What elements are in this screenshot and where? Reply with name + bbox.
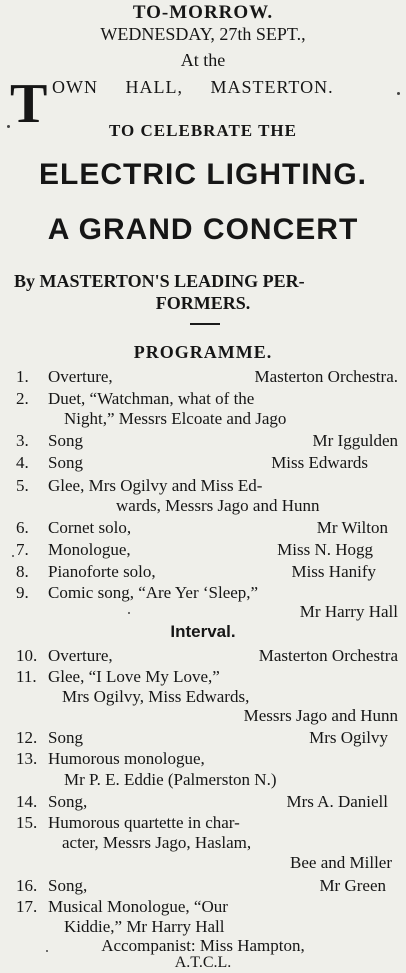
programme-item bbox=[16, 562, 398, 582]
programme-item-continuation bbox=[16, 687, 398, 707]
venue-line: OWN HALL, MASTERTON. bbox=[52, 77, 334, 97]
item-number: 1. bbox=[16, 367, 29, 386]
item-number: 6. bbox=[16, 518, 29, 537]
item-title: Musical Monologue, “Our bbox=[48, 897, 228, 916]
programme-item bbox=[16, 897, 398, 917]
print-speck bbox=[7, 125, 10, 128]
accompanist-line: Accompanist: Miss Hampton, bbox=[101, 936, 305, 955]
programme-item bbox=[16, 583, 398, 603]
item-performer: Miss Hanify bbox=[291, 562, 376, 581]
item-title: Song, bbox=[48, 876, 88, 895]
programme-item bbox=[16, 389, 398, 409]
programme-item bbox=[16, 453, 398, 473]
item-title: Pianoforte solo, bbox=[48, 562, 156, 581]
programme-item-continuation bbox=[16, 917, 398, 937]
programme-item-continuation bbox=[16, 602, 398, 622]
programme-item bbox=[16, 792, 398, 812]
item-performer: Masterton Orchestra. bbox=[254, 367, 398, 386]
programme-item-continuation bbox=[16, 496, 398, 516]
item-number: 15. bbox=[16, 813, 38, 832]
item-title: Overture, bbox=[48, 646, 113, 665]
item-performer: Mr Iggulden bbox=[312, 431, 398, 450]
item-performer: Mr Green bbox=[319, 876, 386, 895]
item-title: Glee, “I Love My Love,” bbox=[48, 667, 220, 686]
item-title: Cornet solo, bbox=[48, 518, 132, 537]
item-number: 3. bbox=[16, 431, 29, 450]
item-number: 12. bbox=[16, 728, 38, 747]
item-continuation: Mr P. E. Eddie (Palmerston N.) bbox=[64, 770, 277, 789]
tomorrow-heading: TO-MORROW. bbox=[132, 2, 274, 23]
item-title: Overture, bbox=[48, 367, 113, 386]
item-number: 7. bbox=[16, 540, 29, 559]
item-number: 4. bbox=[16, 453, 29, 472]
item-title: Song bbox=[48, 728, 83, 747]
print-speck bbox=[46, 950, 48, 952]
item-number: 11. bbox=[16, 667, 37, 686]
item-continuation: Mrs Ogilvy, Miss Edwards, bbox=[62, 687, 250, 706]
occasion-title: ELECTRIC LIGHTING. bbox=[39, 158, 367, 191]
at-line: At the bbox=[180, 50, 226, 70]
programme-item bbox=[16, 749, 398, 769]
programme-item bbox=[16, 431, 398, 451]
item-performer: Mr Wilton bbox=[316, 518, 388, 537]
programme-item-continuation bbox=[16, 409, 398, 429]
item-number: 14. bbox=[16, 792, 38, 811]
item-number: 2. bbox=[16, 389, 29, 408]
celebrate-line: TO CELEBRATE THE bbox=[109, 121, 297, 140]
item-title: Song bbox=[48, 431, 83, 450]
programme-item bbox=[16, 646, 398, 666]
print-speck bbox=[128, 612, 130, 614]
item-continuation: Bee and Miller bbox=[290, 853, 392, 872]
item-title: Song bbox=[48, 453, 83, 472]
programme-item bbox=[16, 518, 398, 538]
date-line: WEDNESDAY, 27th SEPT., bbox=[100, 24, 306, 44]
programme-item bbox=[16, 367, 398, 387]
item-performer: Miss Edwards bbox=[271, 453, 368, 472]
programme-item-continuation bbox=[16, 770, 398, 790]
divider-rule bbox=[190, 323, 220, 325]
item-number: 16. bbox=[16, 876, 38, 895]
item-number: 8. bbox=[16, 562, 29, 581]
programme-item bbox=[16, 876, 398, 896]
accompanist-credit: A.T.C.L. bbox=[174, 954, 232, 971]
programme-item bbox=[16, 813, 398, 833]
venue-drop-cap: T bbox=[10, 73, 48, 135]
item-continuation: Messrs Jago and Hunn bbox=[243, 706, 398, 725]
item-title: Song, bbox=[48, 792, 88, 811]
item-title: Duet, “Watchman, what of the bbox=[48, 389, 255, 408]
item-performer: Mrs A. Daniell bbox=[286, 792, 388, 811]
programme-item bbox=[16, 667, 398, 687]
by-line-1: By MASTERTON'S LEADING PER- bbox=[14, 271, 305, 291]
by-line-2: FORMERS. bbox=[155, 293, 251, 313]
item-number: 13. bbox=[16, 749, 38, 768]
event-title: A GRAND CONCERT bbox=[47, 213, 359, 246]
item-performer: Mrs Ogilvy bbox=[309, 728, 388, 747]
item-performer: Miss N. Hogg bbox=[277, 540, 373, 559]
programme-item-continuation bbox=[16, 853, 398, 873]
item-title: Humorous monologue, bbox=[48, 749, 205, 768]
interval-heading: Interval. bbox=[170, 622, 236, 641]
programme-item-continuation bbox=[16, 833, 398, 853]
item-continuation: acter, Messrs Jago, Haslam, bbox=[62, 833, 252, 852]
item-performer: Masterton Orchestra bbox=[258, 646, 398, 665]
item-continuation: Night,” Messrs Elcoate and Jago bbox=[64, 409, 287, 428]
print-speck bbox=[397, 92, 400, 95]
item-continuation: Mr Harry Hall bbox=[299, 602, 398, 621]
item-number: 5. bbox=[16, 476, 29, 495]
item-title: Glee, Mrs Ogilvy and Miss Ed- bbox=[48, 476, 263, 495]
item-continuation: Kiddie,” Mr Harry Hall bbox=[64, 917, 225, 936]
item-title: Monologue, bbox=[48, 540, 131, 559]
item-number: 17. bbox=[16, 897, 38, 916]
item-title: Comic song, “Are Yer ‘Sleep,” bbox=[48, 583, 259, 602]
print-speck bbox=[12, 555, 14, 557]
item-continuation: wards, Messrs Jago and Hunn bbox=[116, 496, 320, 515]
programme-item bbox=[16, 476, 398, 496]
programme-item bbox=[16, 728, 398, 748]
programme-item-continuation bbox=[16, 706, 398, 726]
item-title: Humorous quartette in char- bbox=[48, 813, 240, 832]
programme-heading: PROGRAMME. bbox=[133, 342, 273, 362]
item-number: 10. bbox=[16, 646, 38, 665]
programme-item bbox=[16, 540, 398, 560]
item-number: 9. bbox=[16, 583, 29, 602]
